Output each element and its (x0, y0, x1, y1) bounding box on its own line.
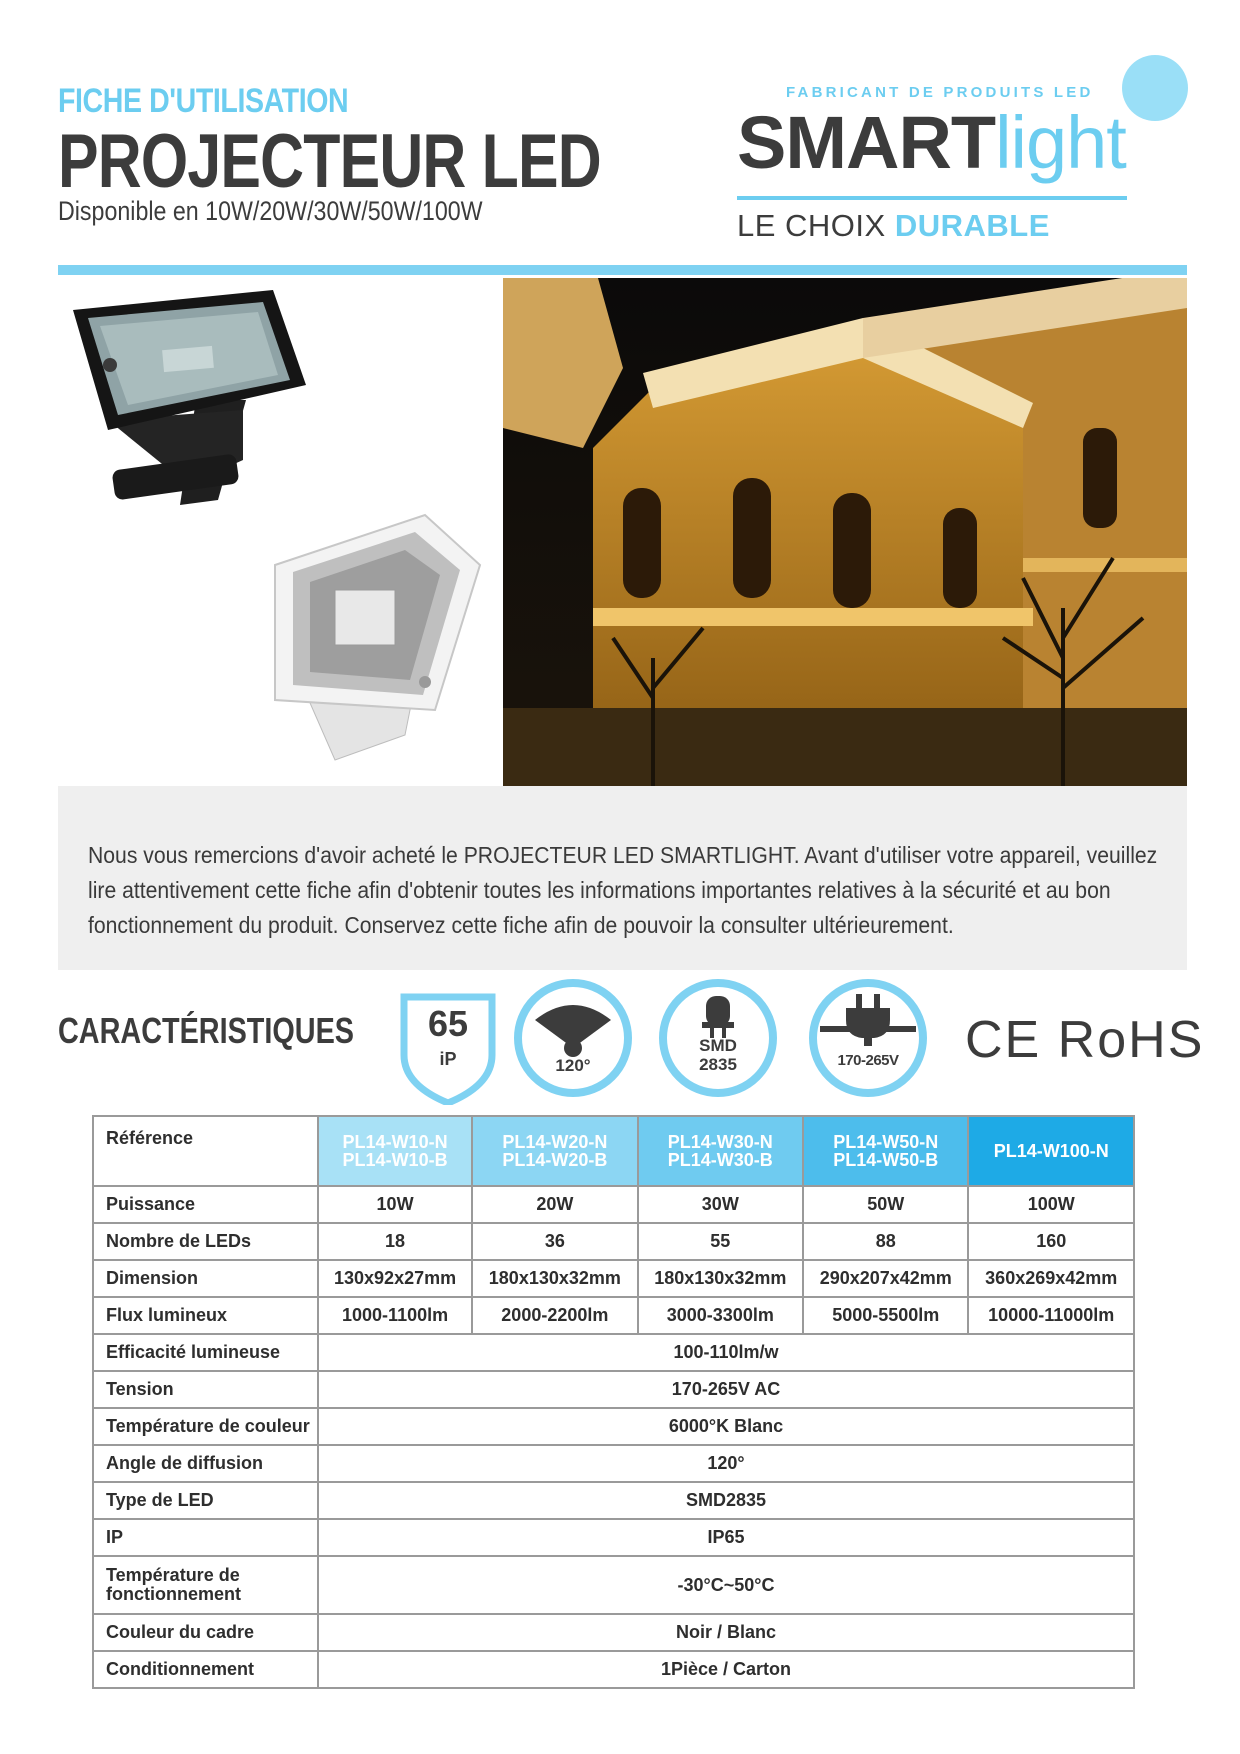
table-cell: 1000-1100lm (318, 1297, 472, 1334)
table-row (93, 1651, 1134, 1688)
availability-text: Disponible en 10W/20W/30W/50W/100W (58, 196, 483, 226)
characteristics-title: CARACTÉRISTIQUES (58, 1010, 355, 1051)
brand-slogan-accent: DURABLE (894, 208, 1050, 243)
beam-angle-value: 120° (555, 1056, 591, 1075)
ip-number: 65 (427, 1003, 469, 1044)
table-cell: 180x130x32mm (472, 1260, 637, 1297)
table-row (93, 1223, 1134, 1260)
model-ref: PL14-W50-B (833, 1150, 939, 1170)
table-cell: 10W (318, 1186, 472, 1223)
row-label: Efficacité lumineuse (93, 1334, 318, 1371)
table-cell: 1Pièce / Carton (318, 1651, 1134, 1688)
table-cell: 120° (318, 1445, 1134, 1482)
table-cell: 2000-2200lm (472, 1297, 637, 1334)
table-row (93, 1186, 1134, 1223)
model-cell (318, 1116, 472, 1186)
model-ref: PL14-W100-N (993, 1141, 1109, 1161)
brand-name-bold: SMART (737, 101, 996, 184)
table-row (93, 1445, 1134, 1482)
brand-tagline: FABRICANT DE PRODUITS LED (786, 84, 1094, 101)
table-row (93, 1297, 1134, 1334)
table-cell: 30W (638, 1186, 803, 1223)
voltage-badge (808, 978, 928, 1098)
model-cell (638, 1116, 803, 1186)
brand-divider (737, 196, 1127, 200)
table-cell: 100W (968, 1186, 1134, 1223)
table-cell: 50W (803, 1186, 968, 1223)
table-cell: 18 (318, 1223, 472, 1260)
row-label: Tension (93, 1371, 318, 1408)
table-cell: 170-265V AC (318, 1371, 1134, 1408)
table-row (93, 1519, 1134, 1556)
illuminated-building-photo (503, 278, 1187, 786)
led-type-line-1: SMD (699, 1036, 737, 1055)
table-cell: 360x269x42mm (968, 1260, 1134, 1297)
table-row (93, 1614, 1134, 1651)
beam-angle-icon (513, 978, 633, 1098)
table-cell: 180x130x32mm (638, 1260, 803, 1297)
plug-icon (808, 978, 928, 1098)
row-label: Flux lumineux (93, 1297, 318, 1334)
document-subtitle: FICHE D'UTILISATION (58, 82, 349, 120)
led-type-value (658, 1036, 778, 1074)
header-divider (58, 265, 1187, 275)
led-type-line-2: 2835 (699, 1055, 737, 1074)
table-cell: 10000-11000lm (968, 1297, 1134, 1334)
table-row (93, 1334, 1134, 1371)
table-cell: Noir / Blanc (318, 1614, 1134, 1651)
model-ref: PL14-W30-N (667, 1132, 773, 1152)
table-cell: 36 (472, 1223, 637, 1260)
table-cell: 130x92x27mm (318, 1260, 472, 1297)
row-label: Nombre de LEDs (93, 1223, 318, 1260)
intro-text: Nous vous remercions d'avoir acheté le PROJECTEUR LED SMARTLIGHT. Avant d'utiliser votre appareil, veuillez lire attentivement cette fiche afin d'obtenir toutes les informations importantes relatives à la sécurité et au bon fonctionnement du produit. Conservez cette fiche afin de pouvoir la consulter ultérieurement. (88, 842, 1158, 938)
row-label: Couleur du cadre (93, 1614, 318, 1651)
table-cell: 5000-5500lm (803, 1297, 968, 1334)
table-row (93, 1556, 1134, 1614)
table-row (93, 1408, 1134, 1445)
brand-name-light: light (995, 101, 1126, 184)
table-cell: 20W (472, 1186, 637, 1223)
row-label: Température de fonctionnement (93, 1556, 318, 1614)
brand-logo (737, 101, 1126, 184)
table-row (93, 1260, 1134, 1297)
row-label: Conditionnement (93, 1651, 318, 1688)
row-label: Référence (93, 1116, 318, 1186)
row-label: IP (93, 1519, 318, 1556)
certification-marks: CE RoHS (965, 1011, 1205, 1069)
brand-slogan (737, 208, 1050, 244)
table-cell: SMD2835 (318, 1482, 1134, 1519)
model-ref: PL14-W10-B (342, 1150, 448, 1170)
row-label: Température de couleur (93, 1408, 318, 1445)
model-ref: PL14-W30-B (667, 1150, 773, 1170)
table-cell: 55 (638, 1223, 803, 1260)
table-cell: 3000-3300lm (638, 1297, 803, 1334)
brand-logo-circle (1122, 55, 1188, 121)
voltage-value: 170-265V (837, 1052, 899, 1069)
row-label: Dimension (93, 1260, 318, 1297)
row-label: Type de LED (93, 1482, 318, 1519)
model-ref: PL14-W10-N (342, 1132, 448, 1152)
led-type-badge (658, 978, 778, 1098)
ip-rating-badge (388, 985, 508, 1105)
table-cell: IP65 (318, 1519, 1134, 1556)
model-ref: PL14-W50-N (833, 1132, 939, 1152)
table-cell: -30°C~50°C (318, 1556, 1134, 1614)
table-row (93, 1482, 1134, 1519)
black-floodlight-image (68, 290, 308, 520)
row-label: Angle de diffusion (93, 1445, 318, 1482)
table-row (93, 1371, 1134, 1408)
table-cell: 6000°K Blanc (318, 1408, 1134, 1445)
row-label: Puissance (93, 1186, 318, 1223)
model-cell (803, 1116, 968, 1186)
document-title: PROJECTEUR LED (58, 119, 601, 204)
specifications-table (92, 1115, 1135, 1689)
model-cell (472, 1116, 637, 1186)
model-ref: PL14-W20-B (502, 1150, 608, 1170)
table-cell: 160 (968, 1223, 1134, 1260)
white-floodlight-image (255, 510, 485, 770)
brand-slogan-regular: LE CHOIX (737, 208, 895, 243)
model-cell (968, 1116, 1134, 1186)
model-ref: PL14-W20-N (502, 1132, 608, 1152)
table-row (93, 1116, 1134, 1186)
table-cell: 290x207x42mm (803, 1260, 968, 1297)
table-cell: 88 (803, 1223, 968, 1260)
table-cell: 100-110lm/w (318, 1334, 1134, 1371)
beam-angle-badge (513, 978, 633, 1098)
ip-label: iP (439, 1049, 457, 1069)
